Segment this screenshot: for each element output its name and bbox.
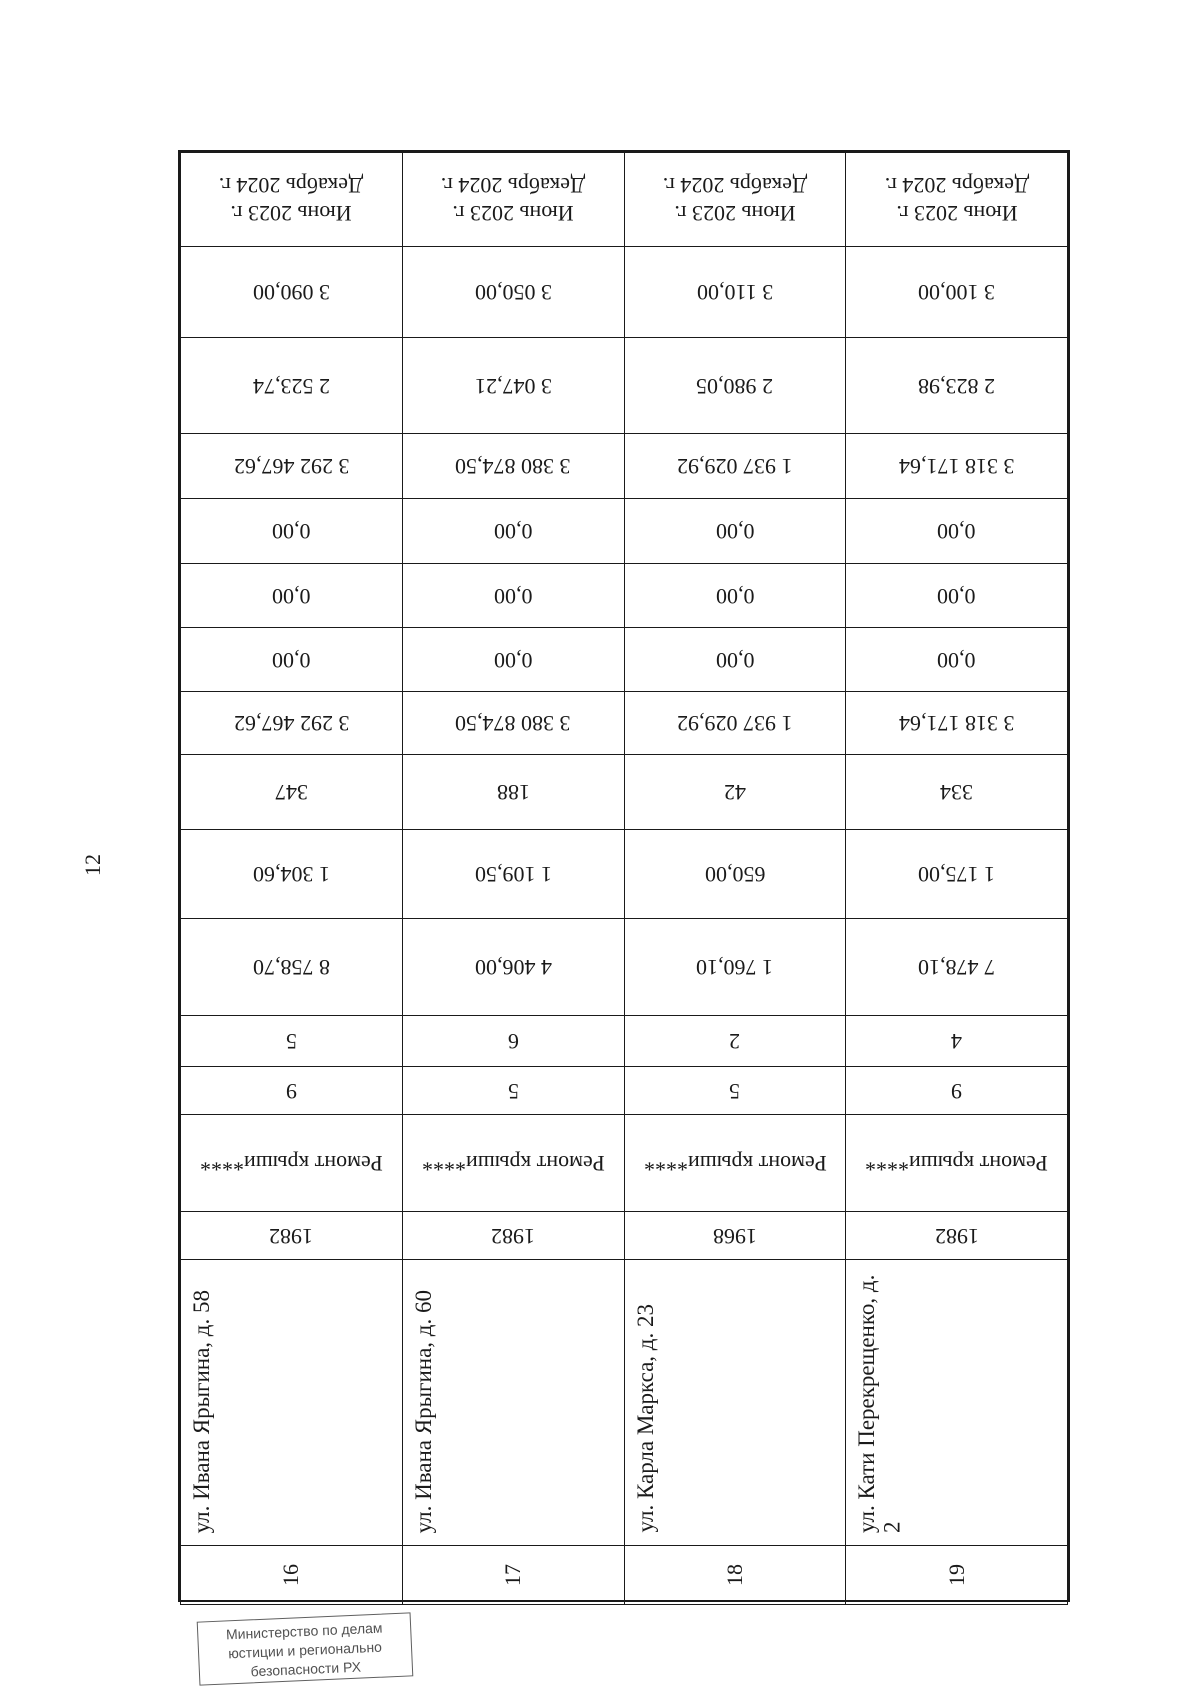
cell-address: ул. Ивана Ярыгина, д. 58 (181, 1260, 403, 1546)
cell-unit-limit: 3 050,00 (402, 247, 624, 338)
cell-entrances: 6 (402, 1016, 624, 1067)
row-address (181, 1260, 1068, 1546)
cell-residents: 347 (181, 755, 403, 830)
row-roof-area (181, 830, 1068, 919)
cell-fund-local: 0,00 (624, 499, 846, 564)
cell-cost-total: 3 292 467,62 (181, 692, 403, 755)
cell-fund-regional: 0,00 (402, 564, 624, 628)
cell-roof-area: 1 109,50 (402, 830, 624, 919)
cell-unit-cost: 3 047,21 (402, 338, 624, 434)
cell-cost-total: 1 937 029,92 (624, 692, 846, 755)
row-cost-total (181, 692, 1068, 755)
row-floors (181, 1067, 1068, 1115)
cell-unit-limit: 3 100,00 (846, 247, 1068, 338)
cell-work-type: Ремонт крыши**** (624, 1115, 846, 1212)
cell-floors: 9 (846, 1067, 1068, 1115)
ministry-stamp (197, 1612, 414, 1685)
cell-row-number: 19 (846, 1546, 1068, 1605)
cell-fund-federal: 0,00 (402, 628, 624, 692)
page-number: 12 (80, 854, 105, 876)
cell-fund-owners: 1 937 029,92 (624, 434, 846, 499)
cell-total-area: 4 406,00 (402, 919, 624, 1016)
cell-period: Июнь 2023 г. Декабрь 2024 г. (624, 153, 846, 247)
stamp-line: Министерство по делам (225, 1619, 383, 1643)
stamp-line: безопасности РХ (250, 1658, 362, 1680)
cell-floors: 9 (181, 1067, 403, 1115)
row-fund-local (181, 499, 1068, 564)
cell-fund-local: 0,00 (846, 499, 1068, 564)
cell-year: 1982 (181, 1212, 403, 1260)
row-number (181, 1546, 1068, 1605)
cell-fund-owners: 3 292 467,62 (181, 434, 403, 499)
cell-cost-total: 3 318 171,64 (846, 692, 1068, 755)
cell-address: ул. Ивана Ярыгина, д. 60 (402, 1260, 624, 1546)
cell-address: ул. Карла Маркса, д. 23 (624, 1260, 846, 1546)
cell-row-number: 17 (402, 1546, 624, 1605)
row-unit-cost (181, 338, 1068, 434)
cell-work-type: Ремонт крыши**** (402, 1115, 624, 1212)
cell-floors: 5 (624, 1067, 846, 1115)
cell-period: Июнь 2023 г. Декабрь 2024 г. (846, 153, 1068, 247)
cell-fund-local: 0,00 (181, 499, 403, 564)
cell-fund-owners: 3 380 874,50 (402, 434, 624, 499)
row-unit-limit (181, 247, 1068, 338)
row-residents (181, 755, 1068, 830)
cell-cost-total: 3 380 874,50 (402, 692, 624, 755)
cell-roof-area: 1 304,60 (181, 830, 403, 919)
cell-residents: 334 (846, 755, 1068, 830)
cell-entrances: 2 (624, 1016, 846, 1067)
cell-row-number: 16 (181, 1546, 403, 1605)
cell-work-type: Ремонт крыши**** (181, 1115, 403, 1212)
cell-total-area: 8 758,70 (181, 919, 403, 1016)
cell-year: 1968 (624, 1212, 846, 1260)
cell-fund-regional: 0,00 (846, 564, 1068, 628)
cell-unit-limit: 3 110,00 (624, 247, 846, 338)
cell-fund-local: 0,00 (402, 499, 624, 564)
cell-fund-regional: 0,00 (624, 564, 846, 628)
cell-entrances: 5 (181, 1016, 403, 1067)
row-entrances (181, 1016, 1068, 1067)
row-year (181, 1212, 1068, 1260)
row-work-type (181, 1115, 1068, 1212)
cell-floors: 5 (402, 1067, 624, 1115)
cell-residents: 188 (402, 755, 624, 830)
row-period (181, 153, 1068, 247)
cell-year: 1982 (846, 1212, 1068, 1260)
cell-fund-regional: 0,00 (181, 564, 403, 628)
cell-fund-federal: 0,00 (846, 628, 1068, 692)
cell-unit-limit: 3 090,00 (181, 247, 403, 338)
row-total-area (181, 919, 1068, 1016)
cell-fund-federal: 0,00 (624, 628, 846, 692)
row-fund-regional (181, 564, 1068, 628)
cell-period: Июнь 2023 г. Декабрь 2024 г. (181, 153, 403, 247)
cell-roof-area: 1 175,00 (846, 830, 1068, 919)
row-fund-federal (181, 628, 1068, 692)
stamp-line: юстиции и регионально (227, 1638, 383, 1662)
cell-entrances: 4 (846, 1016, 1068, 1067)
cell-address: ул. Кати Перекрещенко, д. 2 (846, 1260, 1068, 1546)
table (180, 152, 1068, 1605)
cell-unit-cost: 2 523,74 (181, 338, 403, 434)
cell-total-area: 7 478,10 (846, 919, 1068, 1016)
cell-residents: 42 (624, 755, 846, 830)
cell-fund-federal: 0,00 (181, 628, 403, 692)
cell-year: 1982 (402, 1212, 624, 1260)
cell-fund-owners: 3 318 171,64 (846, 434, 1068, 499)
repair-program-table (178, 150, 1070, 1602)
cell-unit-cost: 2 980,05 (624, 338, 846, 434)
cell-unit-cost: 2 823,98 (846, 338, 1068, 434)
cell-work-type: Ремонт крыши**** (846, 1115, 1068, 1212)
row-fund-owners (181, 434, 1068, 499)
cell-row-number: 18 (624, 1546, 846, 1605)
cell-total-area: 1 760,10 (624, 919, 846, 1016)
cell-roof-area: 650,00 (624, 830, 846, 919)
cell-period: Июнь 2023 г. Декабрь 2024 г. (402, 153, 624, 247)
